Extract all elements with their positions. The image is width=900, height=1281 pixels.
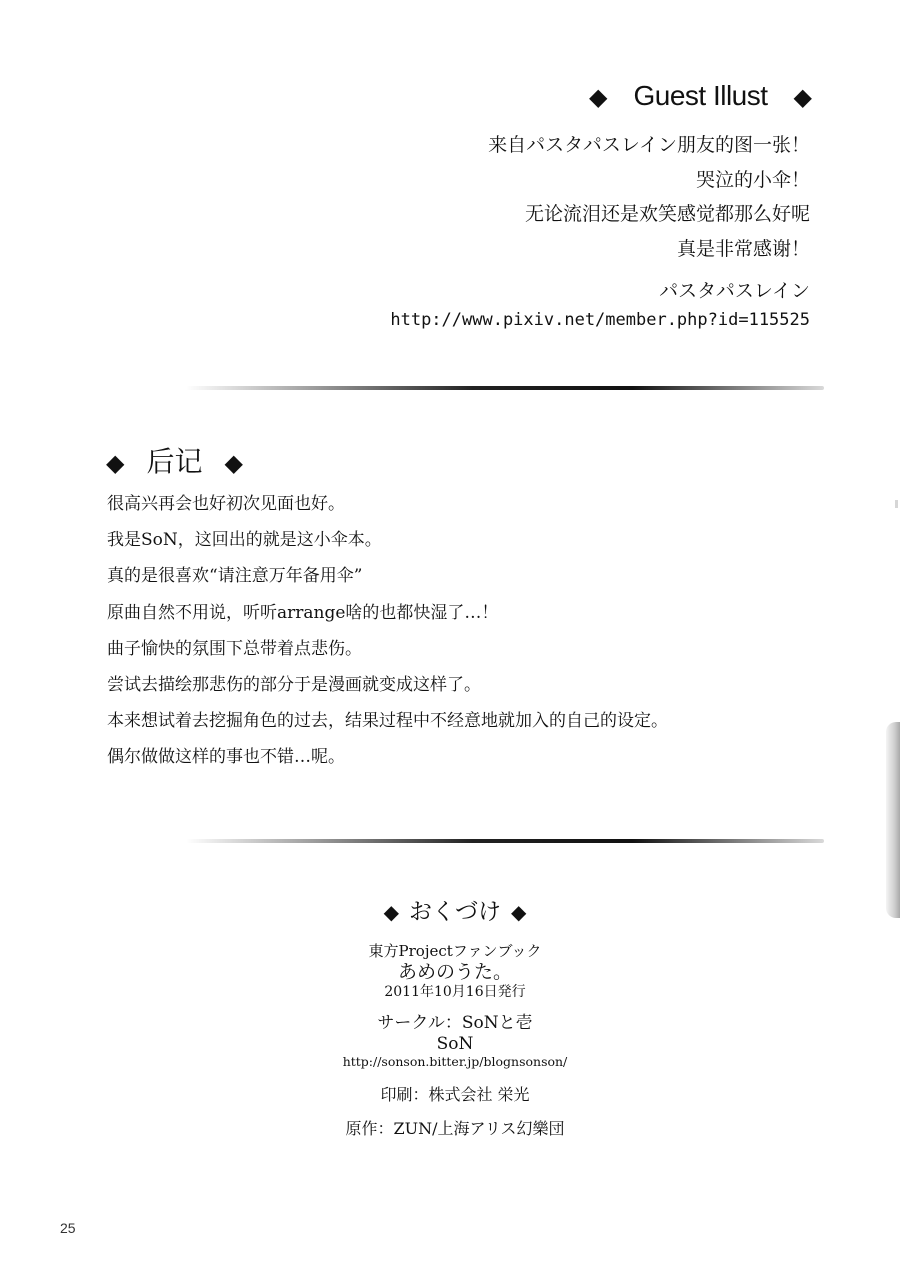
guest-illust-message	[488, 128, 810, 266]
guest-message-line: 无论流泪还是欢笑感觉都那么好呢	[524, 203, 810, 225]
diamond-icon: ◆	[589, 84, 608, 111]
afterword-line: 我是SoN，这回出的就是这小伞本。	[107, 530, 382, 551]
page-edge-mark	[895, 500, 898, 508]
afterword-line: 原曲自然不用说，听听arrange啥的也都快湿了…！	[107, 602, 499, 623]
afterword-line: 真的是很喜欢“请注意万年备用伞”	[107, 566, 363, 587]
diamond-icon: ◆	[106, 450, 125, 477]
section-divider	[186, 386, 824, 390]
colophon-circle: サークル：SoNと壱	[377, 1013, 533, 1033]
guest-message-line: 来自パスタパスレイン朋友的图一张！	[488, 134, 810, 156]
colophon-series: 東方Projectファンブック	[368, 942, 542, 960]
afterword-heading	[106, 440, 243, 480]
page-edge-shadow	[886, 722, 900, 918]
colophon-book-title: あめのうた。	[397, 961, 512, 983]
diamond-icon: ◆	[383, 900, 399, 924]
afterword-line: 尝试去描绘那悲伤的部分于是漫画就变成这样了。	[107, 675, 481, 696]
afterword-title: 后记	[146, 445, 203, 478]
colophon-blog-url: http://sonson.bitter.jp/blognsonson/	[342, 1054, 568, 1069]
guest-message-line: 真是非常感谢！	[676, 237, 810, 260]
colophon	[0, 893, 900, 1140]
colophon-printer: 印刷：株式会社 栄光	[380, 1085, 530, 1104]
afterword-line: 很高兴再会也好初次见面也好。	[107, 494, 345, 514]
guest-illust-title: Guest Illust	[633, 80, 768, 111]
afterword-body	[107, 486, 668, 776]
guest-artist-name: パスタパスレイン	[659, 280, 810, 302]
afterword-line: 曲子愉快的氛围下总带着点悲伤。	[107, 638, 362, 659]
guest-artist-url: http://www.pixiv.net/member.php?id=115525	[390, 310, 810, 330]
colophon-title: おくづけ	[409, 899, 501, 925]
guest-message-line: 哭泣的小伞！	[695, 168, 810, 191]
afterword-line: 本来想试着去挖掘角色的过去，结果过程中不经意地就加入的自己的设定。	[107, 711, 668, 732]
colophon-original-work: 原作：ZUN/上海アリス幻樂団	[345, 1119, 565, 1138]
colophon-publish-date: 2011年10月16日発行	[384, 984, 526, 1000]
diamond-icon: ◆	[511, 900, 527, 924]
colophon-author: SoN	[436, 1034, 474, 1054]
section-divider	[186, 839, 824, 843]
diamond-icon: ◆	[793, 84, 812, 111]
colophon-heading	[0, 893, 900, 926]
diamond-icon: ◆	[224, 450, 243, 477]
afterword-line: 偶尔做做这样的事也不错…呢。	[107, 747, 345, 768]
guest-illust-heading	[589, 80, 812, 112]
page-number: 25	[60, 1220, 76, 1236]
